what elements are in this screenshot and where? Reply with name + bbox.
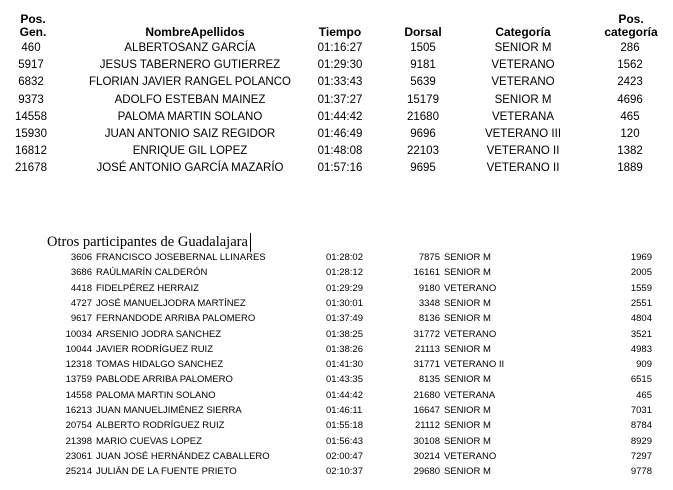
cell-dorsal: 16647 [413, 405, 440, 416]
cell-pos-gen: 16213 [65, 405, 92, 416]
cell-dorsal: 21112 [414, 420, 440, 432]
cell-category: SENIOR M [444, 297, 491, 309]
cell-category: VETERANO [444, 450, 497, 462]
cell-category: VETERANO II [444, 359, 505, 371]
cell-category: VETERANO [444, 328, 497, 340]
cell-pos-cat: 6515 [630, 374, 652, 386]
list-item [0, 418, 673, 433]
cell-name: TOMAS HIDALGO SANCHEZ [96, 359, 224, 371]
cell-pos-gen: 12318 [65, 359, 92, 371]
cell-time: 01:44:42 [317, 110, 363, 123]
cell-pos-cat: 1969 [630, 252, 652, 263]
cell-category: SENIOR M [444, 435, 491, 447]
cell-time: 01:29:30 [317, 59, 363, 72]
cell-name: FERNANDODE ARRIBA PALOMERO [96, 313, 256, 325]
table-row [0, 126, 673, 143]
table-row [0, 160, 673, 177]
cell-pos-gen: 14558 [15, 110, 47, 123]
cell-category: VETERANO [491, 59, 555, 72]
cell-pos-gen: 3686 [70, 267, 92, 279]
list-item [0, 311, 673, 326]
cell-dorsal: 5639 [410, 76, 436, 89]
cell-pos-cat: 120 [620, 128, 640, 140]
cell-category: SENIOR M [444, 405, 491, 416]
cell-category: VETERANO [444, 282, 497, 294]
cell-pos-cat: 2551 [630, 297, 652, 309]
cell-pos-gen: 4418 [70, 282, 92, 294]
cell-dorsal: 15179 [407, 93, 439, 106]
table-row [0, 109, 673, 126]
cell-category: VETERANA [444, 389, 496, 401]
header-dorsal: Dorsal [404, 25, 442, 39]
list-item [0, 388, 673, 403]
cell-dorsal: 31772 [413, 328, 440, 340]
cell-name: PABLODE ARRIBA PALOMERO [96, 374, 233, 386]
cell-dorsal: 9696 [410, 128, 436, 140]
cell-dorsal: 3348 [418, 297, 440, 309]
cell-name: JUAN ANTONIO SAIZ REGIDOR [104, 128, 276, 140]
list-item [0, 434, 673, 449]
cell-name: ALBERTOSANZ GARCÍA [124, 42, 256, 54]
cell-pos-gen: 460 [21, 42, 41, 54]
cell-pos-gen: 10034 [65, 328, 92, 340]
cell-time: 01:37:27 [317, 93, 363, 106]
list-item [0, 464, 673, 479]
list-item [0, 342, 673, 357]
table-row [0, 57, 673, 74]
cell-dorsal: 31771 [413, 359, 440, 371]
list-item [0, 250, 673, 265]
cell-pos-gen: 9373 [18, 93, 44, 106]
cell-name: ENRIQUE GIL LOPEZ [132, 145, 248, 158]
cell-name: JULIÁN DE LA FUENTE PRIETO [96, 466, 237, 478]
cell-dorsal: 22103 [407, 145, 439, 158]
cell-time: 01:28:02 [326, 252, 363, 263]
list-item [0, 403, 673, 418]
table-row [0, 143, 673, 160]
cell-category: VETERANO [491, 76, 555, 89]
cell-dorsal: 21680 [407, 110, 439, 123]
cell-pos-cat: 9778 [630, 466, 652, 478]
list-item [0, 281, 673, 296]
cell-pos-cat: 7031 [630, 405, 652, 416]
cell-dorsal: 9695 [410, 162, 436, 175]
cell-time: 01:38:25 [326, 328, 363, 340]
cell-name: ARSENIO JODRA SANCHEZ [96, 328, 222, 340]
cell-time: 01:57:16 [317, 162, 363, 175]
cell-category: SENIOR M [444, 252, 491, 263]
cell-pos-gen: 14558 [65, 389, 92, 401]
cell-category: VETERANA [492, 110, 554, 123]
header-time: Tiempo [318, 25, 362, 39]
cell-name: PALOMA MARTIN SOLANO [96, 389, 216, 401]
cell-pos-cat: 1382 [617, 145, 643, 158]
cell-dorsal: 21680 [413, 389, 440, 401]
cell-name: JESUS TABERNERO GUTIERREZ [99, 59, 281, 72]
cell-pos-gen: 21678 [15, 162, 47, 175]
cell-name: FLORIAN JAVIER RANGEL POLANCO [89, 76, 291, 89]
cell-category: VETERANO II [486, 145, 560, 158]
cell-pos-cat: 8929 [630, 435, 652, 447]
cell-time: 01:38:26 [326, 343, 363, 355]
cell-name: ADOLFO ESTEBAN MAINEZ [114, 93, 266, 106]
cell-pos-gen: 6832 [18, 76, 44, 89]
cell-time: 01:41:30 [326, 359, 363, 371]
cell-category: SENIOR M [444, 267, 491, 279]
cell-category: SENIOR M [494, 42, 552, 54]
cell-name: MARIO CUEVAS LOPEZ [96, 435, 202, 447]
cell-pos-cat: 465 [636, 389, 652, 401]
cell-pos-cat: 3521 [630, 328, 652, 340]
table-row [0, 92, 673, 109]
header-category: Categoría [495, 25, 551, 39]
cell-time: 01:33:43 [317, 76, 363, 89]
cell-pos-cat: 2423 [617, 76, 643, 89]
cell-pos-gen: 21398 [65, 435, 92, 447]
list-item [0, 372, 673, 387]
cell-pos-gen: 9617 [70, 313, 92, 325]
cell-name: FRANCISCO JOSEBERNAL LLINARES [96, 252, 266, 263]
cell-time: 01:43:35 [326, 374, 363, 386]
cell-pos-gen: 13759 [65, 374, 92, 386]
table-row [0, 74, 673, 91]
cell-name: JAVIER RODRÍGUEZ RUIZ [96, 343, 213, 355]
cell-pos-cat: 4983 [630, 343, 652, 355]
cell-pos-cat: 1562 [617, 59, 643, 72]
cell-time: 01:28:12 [326, 267, 363, 279]
cell-pos-cat: 1889 [617, 162, 643, 175]
cell-name: FIDELPÉREZ HERRAIZ [96, 282, 199, 294]
list-item [0, 265, 673, 280]
cell-pos-cat: 2005 [630, 267, 652, 279]
cell-name: JOSÉ MANUELJODRA MARTÍNEZ [96, 297, 246, 309]
cell-pos-gen: 3606 [70, 252, 92, 263]
cell-pos-cat: 7297 [630, 450, 652, 462]
list-item [0, 327, 673, 342]
cell-time: 01:56:43 [326, 435, 363, 447]
cell-pos-cat: 465 [620, 110, 640, 123]
cell-category: VETERANO II [486, 162, 560, 175]
list-item [0, 296, 673, 311]
cell-pos-gen: 25214 [65, 466, 92, 478]
cell-time: 01:48:08 [317, 145, 363, 158]
cell-time: 01:55:18 [326, 420, 363, 432]
cell-time: 02:10:37 [326, 466, 363, 478]
cell-pos-gen: 16812 [15, 145, 47, 158]
cell-category: VETERANO III [484, 128, 562, 140]
cell-pos-cat: 286 [620, 42, 640, 54]
cell-dorsal: 30214 [413, 450, 440, 462]
cell-pos-cat: 4696 [617, 93, 643, 106]
cell-time: 01:30:01 [326, 297, 363, 309]
cell-dorsal: 1505 [410, 42, 436, 54]
cell-time: 02:00:47 [326, 450, 363, 462]
cell-dorsal: 8136 [418, 313, 440, 325]
cell-category: SENIOR M [494, 93, 552, 106]
cell-time: 01:44:42 [326, 389, 363, 401]
cell-pos-cat: 8784 [630, 420, 652, 432]
cell-time: 01:29:29 [326, 282, 363, 294]
cell-name: JUAN MANUELJIMÉNEZ SIERRA [96, 405, 242, 416]
cell-pos-gen: 20754 [65, 420, 92, 432]
cell-dorsal: 16161 [413, 267, 440, 279]
cell-category: SENIOR M [444, 374, 491, 386]
cell-name: ALBERTO RODRÍGUEZ RUIZ [96, 420, 225, 432]
header-pos-gen: Pos. Gen. [19, 12, 47, 39]
cell-name: JUAN JOSÉ HERNÁNDEZ CABALLERO [96, 450, 270, 462]
cell-category: SENIOR M [444, 313, 491, 325]
cell-name: PALOMA MARTIN SOLANO [117, 110, 263, 123]
cell-pos-gen: 4727 [70, 297, 92, 309]
cell-pos-cat: 1559 [630, 282, 652, 294]
cell-category: SENIOR M [444, 343, 491, 355]
cell-dorsal: 9181 [410, 59, 436, 72]
cell-pos-cat: 4804 [630, 313, 652, 325]
cell-pos-gen: 23061 [65, 450, 92, 462]
cell-time: 01:37:49 [326, 313, 363, 325]
cell-time: 01:46:49 [317, 128, 363, 140]
header-pos-cat: Pos. categoría [604, 12, 658, 39]
cell-dorsal: 8135 [418, 374, 440, 386]
cell-pos-gen: 10044 [65, 343, 92, 355]
cell-name: JOSÉ ANTONIO GARCÍA MAZARÍO [96, 162, 284, 175]
cell-category: SENIOR M [444, 420, 491, 432]
header-name: NombreApellidos [145, 25, 245, 39]
cell-dorsal: 21113 [414, 343, 440, 355]
cell-dorsal: 7875 [418, 252, 440, 263]
cell-pos-gen: 5917 [18, 59, 44, 72]
cell-name: RAÚLMARÍN CALDERÓN [96, 267, 208, 279]
cell-dorsal: 30108 [413, 435, 440, 447]
cell-time: 01:46:11 [326, 405, 363, 416]
cell-dorsal: 29680 [413, 466, 440, 478]
cell-category: SENIOR M [444, 466, 491, 478]
cell-dorsal: 9180 [418, 282, 440, 294]
list-item [0, 357, 673, 372]
cell-time: 01:16:27 [317, 42, 363, 54]
list-item [0, 449, 673, 464]
cell-pos-gen: 15930 [15, 128, 47, 140]
table-row [0, 40, 673, 57]
cell-pos-cat: 909 [636, 359, 652, 371]
others-title: Otros participantes de Guadalajara [47, 233, 251, 252]
